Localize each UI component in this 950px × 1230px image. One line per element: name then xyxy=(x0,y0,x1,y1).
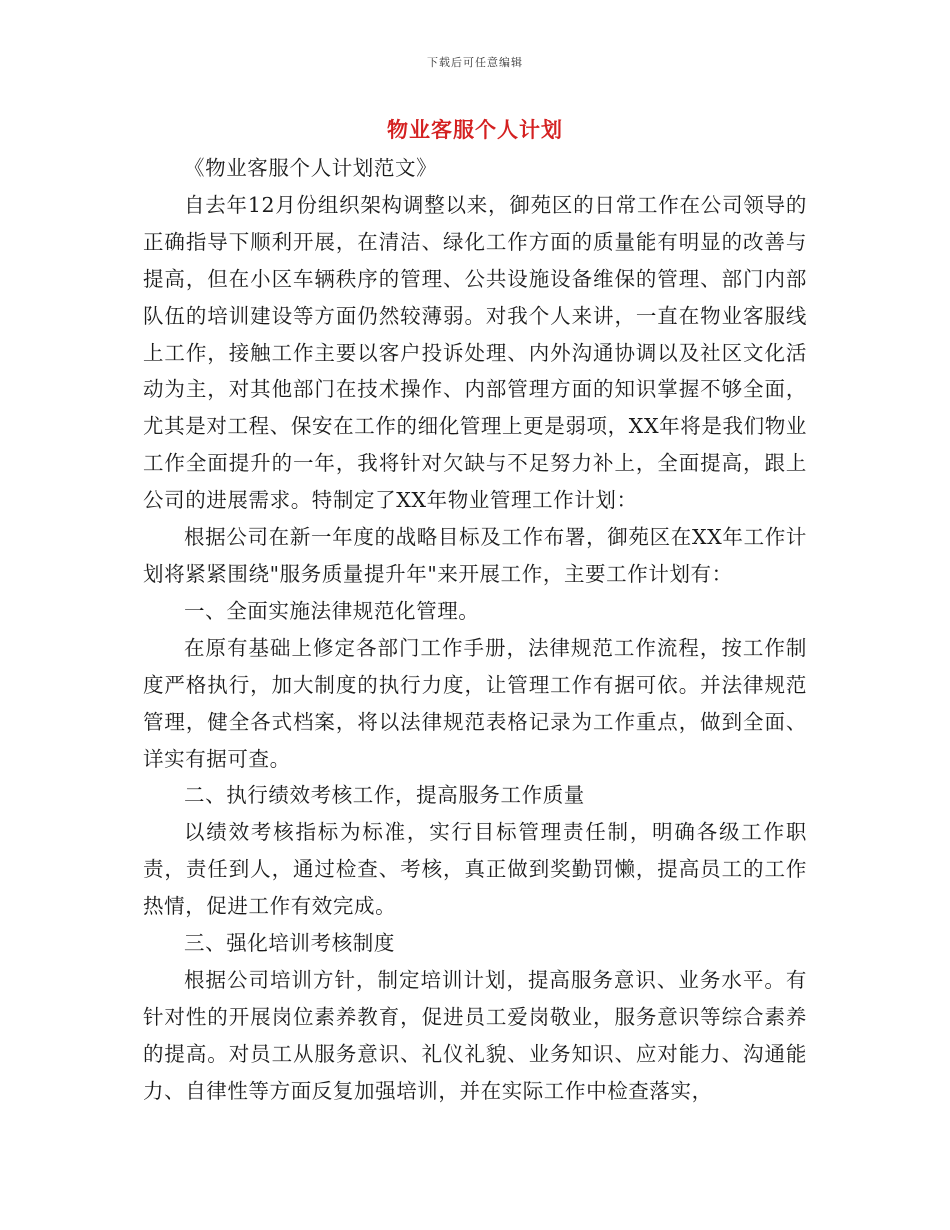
paragraph-intro: 自去年12月份组织架构调整以来，御苑区的日常工作在公司领导的正确指导下顺利开展，在清洁、绿化工作方面的质量能有明显的改善与提高，但在小区车辆秩序的管理、公共设施设备维保的管理、部门内部队伍的培训建设等方面仍然较薄弱。对我个人来讲，一直在物业客服线上工作，接触工作主要以客户投诉处理、内外沟通协调以及社区文化活动为主，对其他部门在技术操作、内部管理方面的知识掌握不够全面，尤其是对工程、保安在工作的细化管理上更是弱项，XX年将是我们物业工作全面提升的一年，我将针对欠缺与不足努力补上，全面提高，跟上公司的进展需求。特制定了XX年物业管理工作计划： xyxy=(143,192,807,513)
paragraph-section-1: 在原有基础上修定各部门工作手册，法律规范工作流程，按工作制度严格执行，加大制度的执行力度，让管理工作有据可依。并法律规范管理，健全各式档案，将以法律规范表格记录为工作重点，做到全面、详实有据可查。 xyxy=(143,635,807,771)
paragraph-section-2: 以绩效考核指标为标准，实行目标管理责任制，明确各级工作职责，责任到人，通过检查、考核，真正做到奖勤罚懒，提高员工的工作热情，促进工作有效完成。 xyxy=(143,820,807,919)
document-title: 物业客服个人计划 xyxy=(387,117,563,142)
section-heading-1: 一、全面实施法律规范化管理。 xyxy=(184,598,480,623)
paragraph-plan-overview: 根据公司在新一年度的战略目标及工作布署，御苑区在XX年工作计划将紧紧围绕"服务质量提升年"来开展工作，主要工作计划有： xyxy=(143,525,807,586)
section-heading-2: 二、执行绩效考核工作，提高服务工作质量 xyxy=(184,783,585,808)
header-note: 下载后可任意编辑 xyxy=(427,56,523,69)
section-heading-3: 三、强化培训考核制度 xyxy=(184,931,395,956)
paragraph-subtitle: 《物业客服个人计划范文》 xyxy=(184,156,438,180)
document-body xyxy=(143,150,807,1110)
paragraph-section-3: 根据公司培训方针，制定培训计划，提高服务意识、业务水平。有针对性的开展岗位素养教育，促进员工爱岗敬业，服务意识等综合素养的提高。对员工从服务意识、礼仪礼貌、业务知识、应对能力、沟通能力、自律性等方面反复加强培训，并在实际工作中检查落实， xyxy=(143,967,807,1103)
